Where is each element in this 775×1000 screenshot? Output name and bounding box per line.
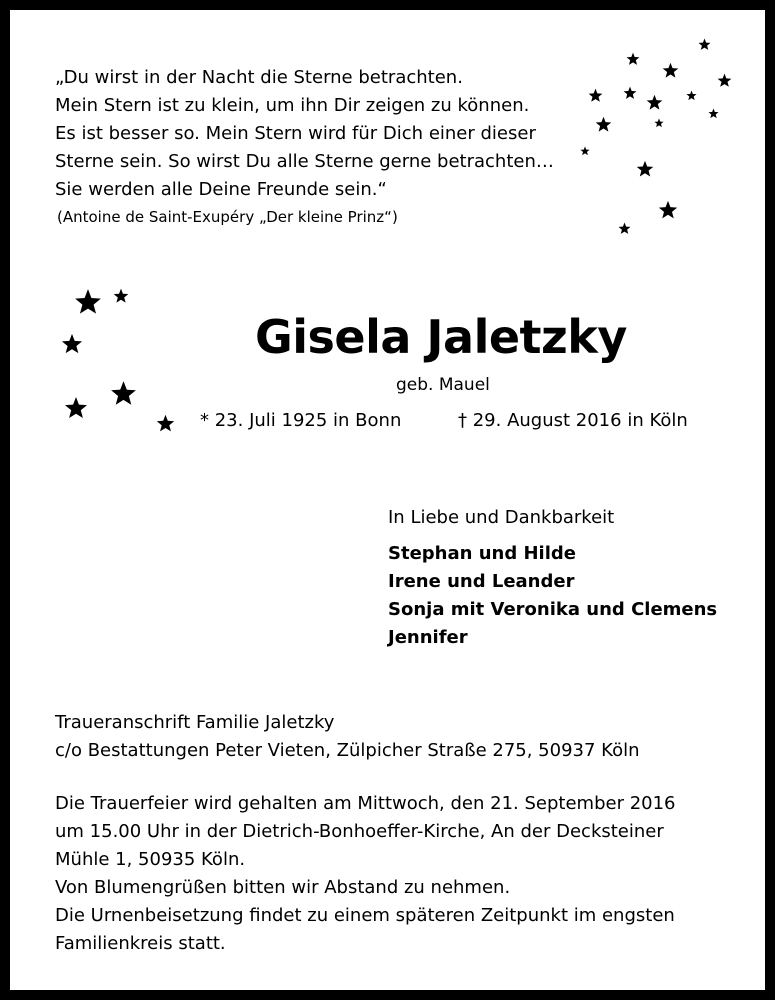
star-icon (636, 160, 654, 178)
star-icon (698, 38, 711, 51)
mourner-name: Irene und Leander (388, 571, 575, 592)
star-icon (717, 73, 732, 88)
maiden-name: geb. Mauel (396, 375, 490, 395)
star-icon (110, 380, 137, 407)
death-date: † 29. August 2016 in Köln (458, 410, 688, 431)
address-line: Traueranschrift Familie Jaletzky (55, 712, 335, 733)
star-icon (646, 94, 663, 111)
star-icon (588, 88, 603, 103)
quote-line: „Du wirst in der Nacht die Sterne betrachten. (55, 67, 463, 88)
star-icon (654, 118, 664, 128)
ceremony-line: um 15.00 Uhr in der Dietrich-Bonhoeffer-Kirche, An der Decksteiner (55, 821, 664, 842)
star-icon (64, 396, 88, 420)
star-icon (113, 288, 129, 304)
star-icon (658, 200, 678, 220)
address-line: c/o Bestattungen Peter Vieten, Zülpicher Straße 275, 50937 Köln (55, 740, 640, 761)
quote-line: Es ist besser so. Mein Stern wird für Dich einer dieser (55, 123, 536, 144)
star-icon (618, 222, 631, 235)
star-icon (74, 288, 102, 316)
star-icon (626, 52, 640, 66)
star-icon (623, 86, 637, 100)
ceremony-line: Von Blumengrüßen bitten wir Abstand zu nehmen. (55, 877, 511, 898)
quote-line: Sterne sein. So wirst Du alle Sterne gerne betrachten… (55, 151, 554, 172)
mourner-name: Sonja mit Veronika und Clemens (388, 599, 718, 620)
quote-line: Mein Stern ist zu klein, um ihn Dir zeigen zu können. (55, 95, 530, 116)
ceremony-line: Mühle 1, 50935 Köln. (55, 849, 246, 870)
star-icon (662, 62, 679, 79)
mourner-name: Stephan und Hilde (388, 543, 576, 564)
quote-attribution: (Antoine de Saint-Exupéry „Der kleine Prinz“) (57, 208, 398, 226)
star-icon (156, 414, 175, 433)
star-icon (61, 333, 83, 355)
birth-date: * 23. Juli 1925 in Bonn (200, 410, 402, 431)
mourners-intro: In Liebe und Dankbarkeit (388, 507, 615, 528)
ceremony-line: Die Trauerfeier wird gehalten am Mittwoch, den 21. September 2016 (55, 793, 676, 814)
ceremony-line: Die Urnenbeisetzung findet zu einem späteren Zeitpunkt im engsten (55, 905, 675, 926)
star-icon (595, 116, 612, 133)
star-icon (708, 108, 719, 119)
quote-line: Sie werden alle Deine Freunde sein.“ (55, 179, 387, 200)
star-icon (686, 90, 697, 101)
deceased-name: Gisela Jaletzky (255, 310, 627, 364)
mourner-name: Jennifer (388, 627, 468, 648)
star-icon (580, 146, 590, 156)
ceremony-line: Familienkreis statt. (55, 933, 226, 954)
